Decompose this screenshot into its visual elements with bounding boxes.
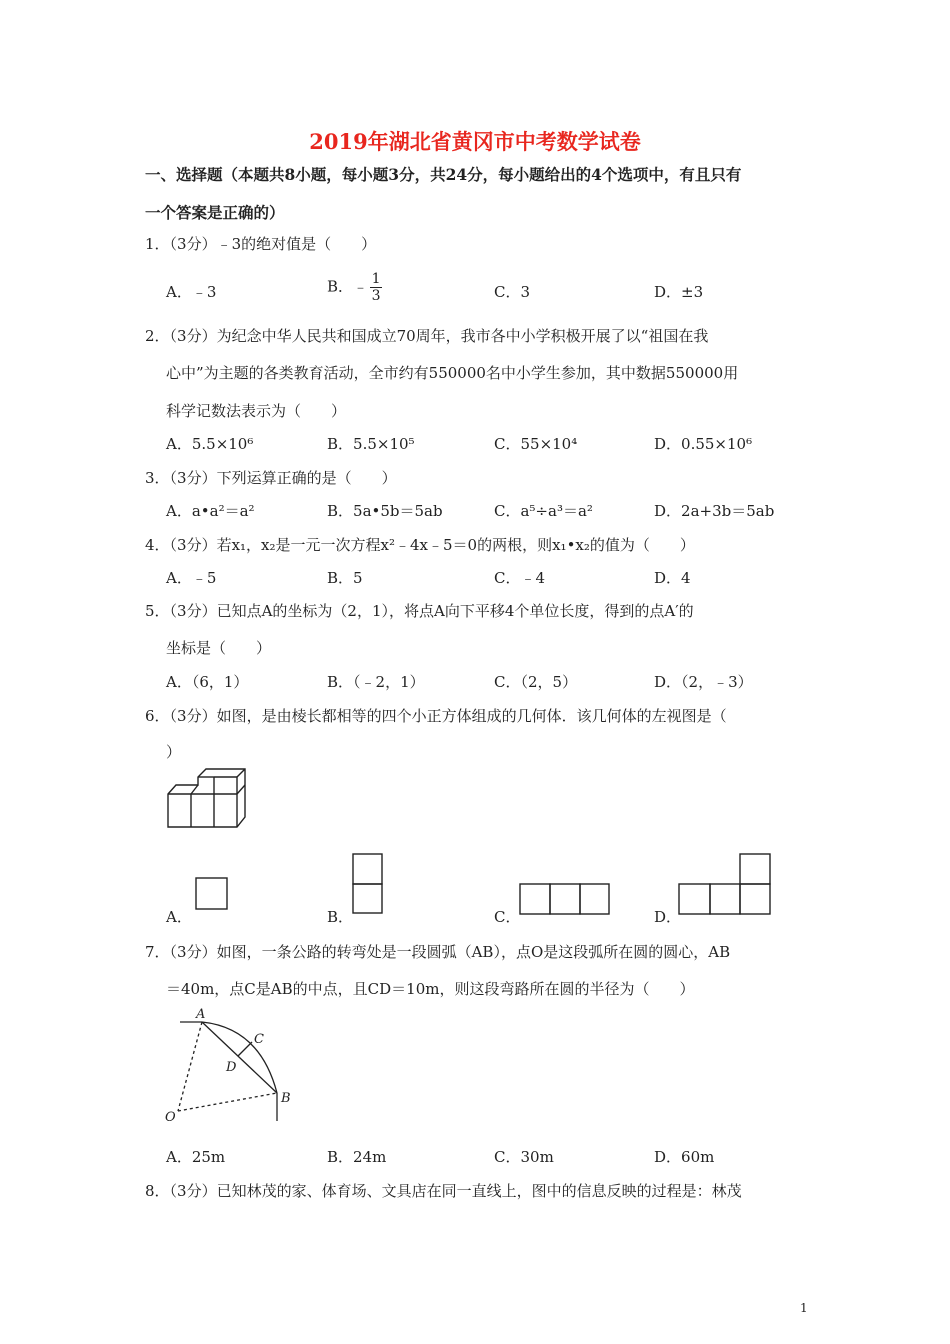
q5-option-c: C．（2，5） bbox=[494, 673, 578, 691]
fig-label-c: C bbox=[254, 1032, 264, 1047]
q6-option-b-figure bbox=[352, 853, 384, 915]
q2-option-d: D．0.55×10⁶ bbox=[654, 435, 753, 453]
q5-line2: 坐标是（ ） bbox=[166, 639, 272, 657]
q5-option-b: B．（﹣2，1） bbox=[327, 673, 425, 691]
q5-option-d: D．（2，﹣3） bbox=[654, 673, 753, 691]
q4-option-c: C．﹣4 bbox=[494, 569, 546, 587]
q6-option-b: B． bbox=[327, 908, 354, 926]
q6-option-c: C． bbox=[494, 908, 521, 926]
q7-line2: ＝40m，点C是AB的中点，且CD＝10m，则这段弯路所在圆的半径为（ ） bbox=[166, 980, 695, 998]
q1-option-b-prefix: B．﹣ bbox=[327, 277, 369, 296]
q4-option-a: A．﹣5 bbox=[166, 569, 217, 587]
fraction-numerator: 1 bbox=[371, 271, 381, 287]
q7-option-b: B．24m bbox=[327, 1148, 387, 1166]
q3-option-a: A．a•a²＝a² bbox=[166, 502, 255, 520]
q1-option-d: D．±3 bbox=[654, 283, 704, 301]
q4-option-b: B．5 bbox=[327, 569, 363, 587]
q6-option-c-figure bbox=[519, 883, 611, 915]
q3-option-b: B．5a•5b＝5ab bbox=[327, 502, 443, 520]
q7-arc-figure bbox=[160, 1003, 300, 1128]
q7-option-a: A．25m bbox=[166, 1148, 226, 1166]
section-heading-line1: 一、选择题（本题共8小题，每小题3分，共24分，每小题给出的4个选项中，有且只有 bbox=[145, 165, 742, 184]
q5-line1: 5．（3分）已知点A的坐标为（2，1），将点A向下平移4个单位长度，得到的点A′的 bbox=[145, 602, 694, 620]
q6-cube-figure bbox=[165, 772, 250, 830]
q7-option-d: D．60m bbox=[654, 1148, 715, 1166]
q6-line2: ） bbox=[166, 743, 182, 761]
q2-option-a: A．5.5×10⁶ bbox=[166, 435, 254, 453]
q2-line1: 2．（3分）为纪念中华人民共和国成立70周年，我市各中小学积极开展了以“祖国在我 bbox=[145, 327, 709, 345]
section-heading-line2: 一个答案是正确的） bbox=[145, 203, 285, 222]
q1-option-b bbox=[327, 271, 382, 304]
q4-option-d: D．4 bbox=[654, 569, 691, 587]
q2-line3: 科学记数法表示为（ ） bbox=[166, 402, 347, 420]
q3-option-c: C．a⁵÷a³＝a² bbox=[494, 502, 593, 520]
page-number: 1 bbox=[800, 1301, 808, 1315]
q2-line2: 心中”为主题的各类教育活动，全市约有550000名中小学生参加，其中数据550000用 bbox=[166, 364, 739, 382]
q8-line1: 8．（3分）已知林茂的家、体育场、文具店在同一直线上，图中的信息反映的过程是：林茂 bbox=[145, 1182, 742, 1200]
q2-option-c: C．55×10⁴ bbox=[494, 435, 578, 453]
q1-option-b-fraction bbox=[370, 271, 382, 304]
page-title: 2019年湖北省黄冈市中考数学试卷 bbox=[309, 129, 641, 154]
q3-stem: 3．（3分）下列运算正确的是（ ） bbox=[145, 469, 397, 487]
q6-line1: 6．（3分）如图，是由棱长都相等的四个小正方体组成的几何体．该几何体的左视图是（ bbox=[145, 707, 727, 725]
q7-option-c: C．30m bbox=[494, 1148, 554, 1166]
q6-option-d: D． bbox=[654, 908, 682, 926]
q1-option-c: C．3 bbox=[494, 283, 531, 301]
q6-option-a-figure bbox=[195, 877, 229, 911]
fig-label-o: O bbox=[165, 1110, 176, 1125]
q1-stem: 1．（3分）﹣3的绝对值是（ ） bbox=[145, 235, 377, 253]
q4-stem: 4．（3分）若x₁，x₂是一元一次方程x²﹣4x﹣5＝0的两根，则x₁•x₂的值为（ ） bbox=[145, 536, 695, 554]
q6-option-a: A． bbox=[166, 908, 192, 926]
q3-option-d: D．2a+3b＝5ab bbox=[654, 502, 775, 520]
fig-label-d: D bbox=[226, 1060, 237, 1075]
q2-option-b: B．5.5×10⁵ bbox=[327, 435, 415, 453]
q7-line1: 7．（3分）如图，一条公路的转弯处是一段圆弧（AB），点O是这段弧所在圆的圆心，AB bbox=[145, 943, 731, 961]
fig-label-a: A bbox=[196, 1007, 206, 1022]
q6-option-d-figure bbox=[678, 853, 772, 915]
fig-label-b: B bbox=[281, 1091, 291, 1106]
fraction-denominator: 3 bbox=[371, 288, 381, 304]
q1-option-a: A．﹣3 bbox=[166, 283, 217, 301]
q5-option-a: A．（6，1） bbox=[166, 673, 249, 691]
